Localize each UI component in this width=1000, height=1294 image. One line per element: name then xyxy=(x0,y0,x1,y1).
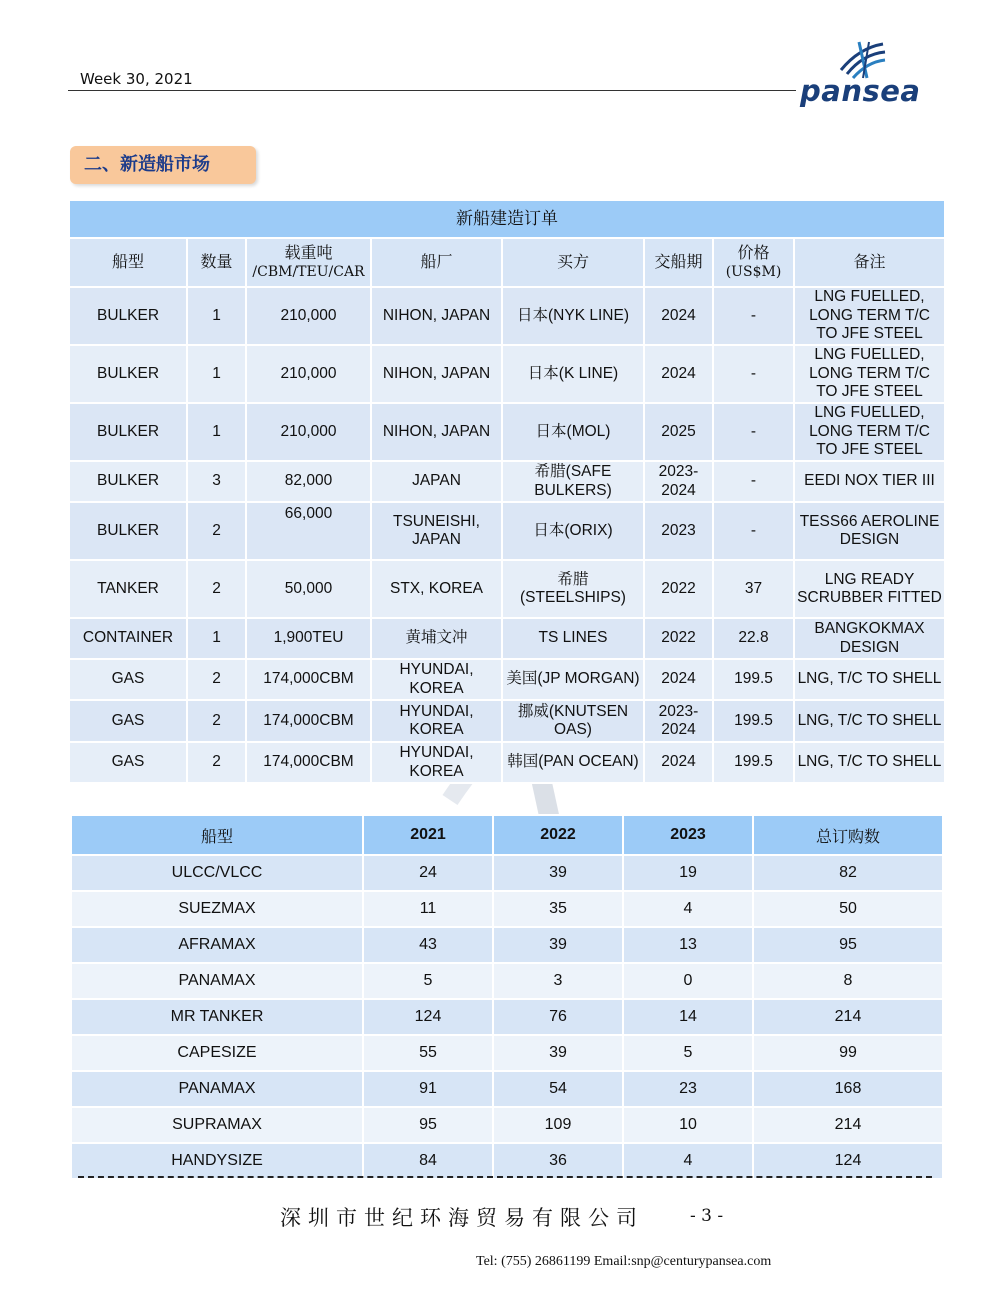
cell-price: 37 xyxy=(713,560,794,618)
cell-qty: 2 xyxy=(187,502,246,560)
summary-cell-2021: 124 xyxy=(363,999,493,1035)
cell-buyer: 日本(MOL) xyxy=(502,403,644,461)
cell-remark: TESS66 AEROLINE DESIGN xyxy=(794,502,945,560)
table-row xyxy=(71,1107,943,1143)
cell-type: BULKER xyxy=(69,502,187,560)
cell-remark: EEDI NOX TIER III xyxy=(794,461,945,502)
summary-cell-2022: 3 xyxy=(493,963,623,999)
summary-col-type: 船型 xyxy=(71,815,363,855)
cell-delivery: 2023-2024 xyxy=(644,461,713,502)
cell-yard: HYUNDAI, KOREA xyxy=(371,700,502,742)
cell-qty: 1 xyxy=(187,345,246,403)
summary-cell-total: 50 xyxy=(753,891,943,927)
cell-type: BULKER xyxy=(69,461,187,502)
cell-dwt: 82,000 xyxy=(246,461,371,502)
pansea-logo xyxy=(800,40,930,110)
summary-cell-total: 214 xyxy=(753,1107,943,1143)
cell-qty: 1 xyxy=(187,618,246,659)
table-row xyxy=(71,1143,943,1179)
col-header-type: 船型 xyxy=(69,238,187,287)
cell-remark: LNG READY SCRUBBER FITTED xyxy=(794,560,945,618)
table-row xyxy=(71,963,943,999)
cell-price: - xyxy=(713,403,794,461)
cell-qty: 2 xyxy=(187,659,246,700)
cell-qty: 1 xyxy=(187,403,246,461)
summary-cell-total: 82 xyxy=(753,855,943,891)
summary-col-2022: 2022 xyxy=(493,815,623,855)
cell-type: TANKER xyxy=(69,560,187,618)
cell-price: 199.5 xyxy=(713,742,794,783)
cell-price: - xyxy=(713,287,794,345)
col-header-price-line1: 价格 xyxy=(737,243,770,262)
cell-delivery: 2024 xyxy=(644,659,713,700)
summary-cell-type: PANAMAX xyxy=(71,1071,363,1107)
col-header-dwt-line2: /CBM/TEU/CAR xyxy=(252,263,365,280)
cell-buyer: 希腊 (STEELSHIPS) xyxy=(502,560,644,618)
summary-cell-2021: 5 xyxy=(363,963,493,999)
cell-type: BULKER xyxy=(69,403,187,461)
page-number: - 3 - xyxy=(690,1206,724,1226)
summary-cell-total: 95 xyxy=(753,927,943,963)
section-title: 二、新造船市场 xyxy=(70,146,256,184)
summary-cell-2023: 5 xyxy=(623,1035,753,1071)
cell-yard: STX, KOREA xyxy=(371,560,502,618)
cell-qty: 2 xyxy=(187,560,246,618)
table-row xyxy=(69,700,945,742)
cell-price: 199.5 xyxy=(713,700,794,742)
cell-type: CONTAINER xyxy=(69,618,187,659)
summary-cell-total: 99 xyxy=(753,1035,943,1071)
cell-qty: 1 xyxy=(187,287,246,345)
cell-remark: BANGKOKMAX DESIGN xyxy=(794,618,945,659)
cell-yard: HYUNDAI, KOREA xyxy=(371,742,502,783)
cell-dwt: 174,000CBM xyxy=(246,659,371,700)
summary-col-total: 总订购数 xyxy=(753,815,943,855)
cell-qty: 2 xyxy=(187,742,246,783)
table-row xyxy=(69,345,945,403)
table-row xyxy=(71,927,943,963)
table-row xyxy=(69,461,945,502)
summary-cell-2021: 43 xyxy=(363,927,493,963)
summary-cell-2022: 76 xyxy=(493,999,623,1035)
col-header-price xyxy=(713,238,794,287)
summary-cell-type: HANDYSIZE xyxy=(71,1143,363,1179)
cell-qty: 2 xyxy=(187,700,246,742)
cell-type: BULKER xyxy=(69,287,187,345)
cell-buyer: 挪威(KNUTSEN OAS) xyxy=(502,700,644,742)
cell-delivery: 2025 xyxy=(644,403,713,461)
table-row xyxy=(71,999,943,1035)
summary-cell-2021: 55 xyxy=(363,1035,493,1071)
cell-dwt: 50,000 xyxy=(246,560,371,618)
col-header-yard: 船厂 xyxy=(371,238,502,287)
footer-divider xyxy=(78,1176,932,1178)
cell-delivery: 2024 xyxy=(644,345,713,403)
cell-type: GAS xyxy=(69,700,187,742)
summary-header-row xyxy=(71,815,943,855)
cell-remark: LNG, T/C TO SHELL xyxy=(794,659,945,700)
cell-price: 22.8 xyxy=(713,618,794,659)
table-row xyxy=(69,618,945,659)
col-header-dwt xyxy=(246,238,371,287)
cell-remark: LNG FUELLED, LONG TERM T/C TO JFE STEEL xyxy=(794,287,945,345)
summary-cell-type: SUPRAMAX xyxy=(71,1107,363,1143)
orders-caption: 新船建造订单 xyxy=(69,200,945,238)
summary-cell-2022: 109 xyxy=(493,1107,623,1143)
table-row xyxy=(69,659,945,700)
summary-cell-2022: 39 xyxy=(493,927,623,963)
cell-price: - xyxy=(713,502,794,560)
cell-type: GAS xyxy=(69,659,187,700)
cell-buyer: TS LINES xyxy=(502,618,644,659)
summary-cell-2023: 10 xyxy=(623,1107,753,1143)
cell-remark: LNG, T/C TO SHELL xyxy=(794,742,945,783)
summary-cell-2022: 54 xyxy=(493,1071,623,1107)
cell-remark: LNG FUELLED, LONG TERM T/C TO JFE STEEL xyxy=(794,345,945,403)
footer-company-name: 深圳市世纪环海贸易有限公司 xyxy=(280,1206,644,1230)
cell-type: GAS xyxy=(69,742,187,783)
pansea-logo-text: pansea xyxy=(800,74,921,108)
summary-cell-2023: 13 xyxy=(623,927,753,963)
table-row xyxy=(69,502,945,560)
table-row xyxy=(71,1035,943,1071)
summary-cell-type: MR TANKER xyxy=(71,999,363,1035)
summary-cell-type: ULCC/VLCC xyxy=(71,855,363,891)
cell-delivery: 2022 xyxy=(644,560,713,618)
cell-yard: HYUNDAI, KOREA xyxy=(371,659,502,700)
table-row xyxy=(69,403,945,461)
summary-col-2023: 2023 xyxy=(623,815,753,855)
header-divider xyxy=(68,90,796,91)
summary-cell-2021: 91 xyxy=(363,1071,493,1107)
summary-cell-2023: 0 xyxy=(623,963,753,999)
cell-yard: NIHON, JAPAN xyxy=(371,403,502,461)
cell-delivery: 2024 xyxy=(644,287,713,345)
orders-header-row xyxy=(69,238,945,287)
cell-dwt: 210,000 xyxy=(246,403,371,461)
col-header-remark: 备注 xyxy=(794,238,945,287)
footer-contact: Tel: (755) 26861199 Email:snp@centurypansea.com xyxy=(476,1254,772,1269)
summary-cell-total: 168 xyxy=(753,1071,943,1107)
cell-dwt: 210,000 xyxy=(246,287,371,345)
cell-yard: NIHON, JAPAN xyxy=(371,345,502,403)
cell-remark: LNG, T/C TO SHELL xyxy=(794,700,945,742)
table-row xyxy=(69,560,945,618)
table-row xyxy=(71,855,943,891)
cell-price: - xyxy=(713,345,794,403)
table-row xyxy=(71,891,943,927)
summary-cell-2021: 84 xyxy=(363,1143,493,1179)
cell-dwt: 210,000 xyxy=(246,345,371,403)
summary-cell-2021: 24 xyxy=(363,855,493,891)
cell-yard: TSUNEISHI, JAPAN xyxy=(371,502,502,560)
cell-delivery: 2022 xyxy=(644,618,713,659)
cell-price: - xyxy=(713,461,794,502)
col-header-price-line2: (US$M) xyxy=(725,263,782,280)
cell-delivery: 2024 xyxy=(644,742,713,783)
cell-type: BULKER xyxy=(69,345,187,403)
week-label: Week 30, 2021 xyxy=(80,70,193,88)
cell-buyer: 希腊(SAFE BULKERS) xyxy=(502,461,644,502)
summary-cell-2021: 11 xyxy=(363,891,493,927)
summary-cell-total: 214 xyxy=(753,999,943,1035)
cell-dwt: 174,000CBM xyxy=(246,742,371,783)
cell-buyer: 日本(NYK LINE) xyxy=(502,287,644,345)
col-header-qty: 数量 xyxy=(187,238,246,287)
cell-delivery: 2023-2024 xyxy=(644,700,713,742)
cell-price: 199.5 xyxy=(713,659,794,700)
cell-buyer: 日本(ORIX) xyxy=(502,502,644,560)
table-row xyxy=(69,287,945,345)
cell-buyer: 韩国(PAN OCEAN) xyxy=(502,742,644,783)
cell-dwt: 174,000CBM xyxy=(246,700,371,742)
orderbook-summary-table xyxy=(70,814,944,1180)
table-row xyxy=(71,1071,943,1107)
cell-dwt: 1,900TEU xyxy=(246,618,371,659)
cell-qty: 3 xyxy=(187,461,246,502)
orders-caption-row xyxy=(69,200,945,238)
summary-cell-2022: 39 xyxy=(493,1035,623,1071)
summary-cell-2023: 4 xyxy=(623,1143,753,1179)
table-row xyxy=(69,742,945,783)
summary-cell-2022: 39 xyxy=(493,855,623,891)
summary-cell-2023: 23 xyxy=(623,1071,753,1107)
summary-cell-type: SUEZMAX xyxy=(71,891,363,927)
summary-cell-total: 8 xyxy=(753,963,943,999)
col-header-delivery: 交船期 xyxy=(644,238,713,287)
summary-cell-total: 124 xyxy=(753,1143,943,1179)
cell-yard: 黄埔文冲 xyxy=(371,618,502,659)
cell-yard: NIHON, JAPAN xyxy=(371,287,502,345)
summary-col-2021: 2021 xyxy=(363,815,493,855)
new-build-orders-table xyxy=(68,199,946,784)
summary-cell-2023: 19 xyxy=(623,855,753,891)
cell-remark: LNG FUELLED, LONG TERM T/C TO JFE STEEL xyxy=(794,403,945,461)
cell-yard: JAPAN xyxy=(371,461,502,502)
cell-dwt: 66,000 xyxy=(246,502,371,560)
summary-cell-type: PANAMAX xyxy=(71,963,363,999)
cell-buyer: 美国(JP MORGAN) xyxy=(502,659,644,700)
summary-cell-2023: 14 xyxy=(623,999,753,1035)
col-header-buyer: 买方 xyxy=(502,238,644,287)
col-header-dwt-line1: 载重吨 xyxy=(284,243,333,262)
summary-cell-type: AFRAMAX xyxy=(71,927,363,963)
summary-cell-2021: 95 xyxy=(363,1107,493,1143)
summary-cell-2022: 35 xyxy=(493,891,623,927)
summary-cell-2023: 4 xyxy=(623,891,753,927)
summary-cell-2022: 36 xyxy=(493,1143,623,1179)
cell-delivery: 2023 xyxy=(644,502,713,560)
cell-buyer: 日本(K LINE) xyxy=(502,345,644,403)
summary-cell-type: CAPESIZE xyxy=(71,1035,363,1071)
